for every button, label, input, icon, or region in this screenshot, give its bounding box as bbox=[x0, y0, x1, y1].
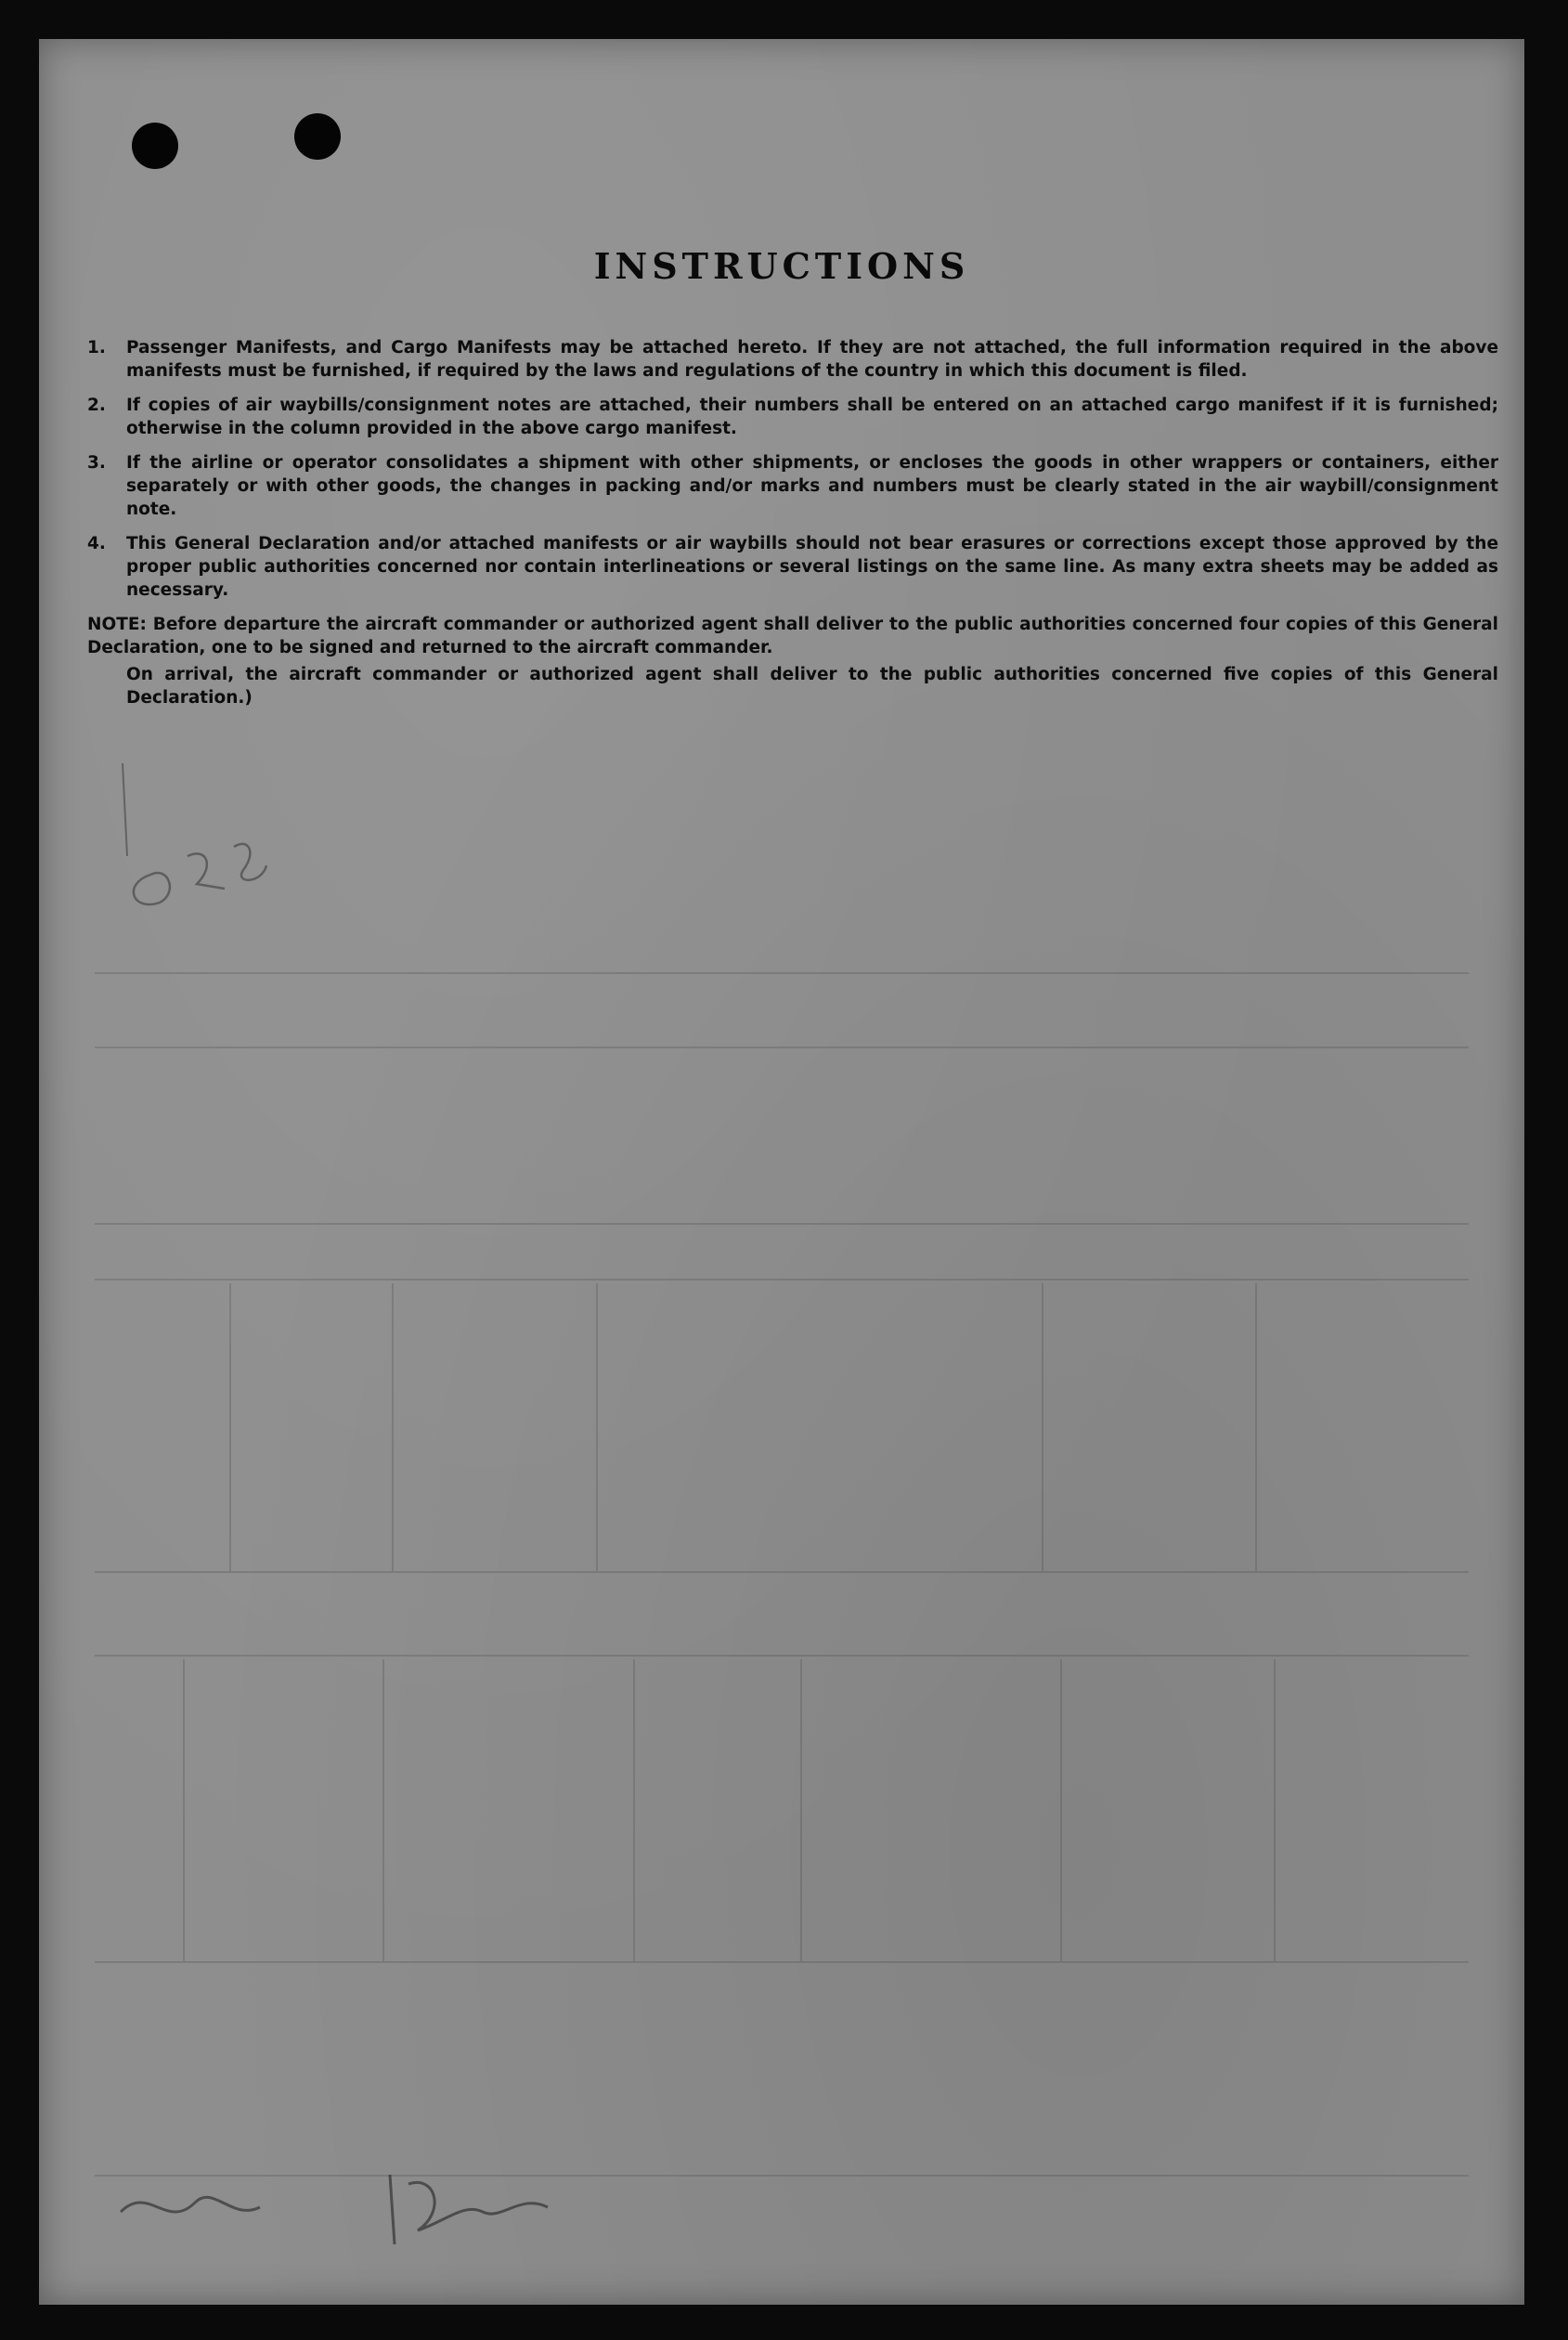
instruction-number: 2. bbox=[87, 396, 106, 415]
bleed-through-rule bbox=[95, 1279, 1469, 1280]
bleed-through-column bbox=[596, 1283, 598, 1571]
bleed-through-column bbox=[1274, 1659, 1276, 1961]
bleed-through-column bbox=[229, 1283, 231, 1571]
bleed-through-column bbox=[392, 1283, 394, 1571]
instruction-text: If the airline or operator consolidates a shipment with other shipments, or encloses the goods in other wrappers or containers, either separately or with other goods, the changes in packing and/or marks and numbers must be clearly stated in the air waybill/consignment note. bbox=[126, 453, 1498, 519]
instruction-number: 3. bbox=[87, 453, 106, 473]
bleed-through-column bbox=[1060, 1659, 1062, 1961]
note-text: Before departure the aircraft commander or authorized agent shall deliver to the public authorities concerned four copies of this General Declaration, one to be signed and returned to the aircraft commander. bbox=[87, 615, 1498, 657]
bleed-through-column bbox=[183, 1659, 185, 1961]
instruction-item bbox=[87, 532, 1498, 602]
punch-hole-center bbox=[294, 113, 341, 160]
note-block bbox=[87, 613, 1498, 659]
instruction-item bbox=[87, 394, 1498, 440]
bleed-through-column bbox=[1042, 1283, 1043, 1571]
bleed-through-rule bbox=[95, 1571, 1469, 1573]
pencil-scribble-icon bbox=[85, 745, 290, 949]
signature-icon bbox=[111, 2156, 594, 2258]
note-label: NOTE: bbox=[87, 615, 147, 634]
note-arrival: On arrival, the aircraft commander or authorized agent shall deliver to the public authorities concerned five copies of this General Declaration.) bbox=[126, 665, 1498, 708]
bleed-through-column bbox=[800, 1659, 802, 1961]
bleed-through-rule bbox=[95, 1046, 1469, 1048]
punch-hole-left bbox=[132, 123, 178, 169]
bleed-through-column bbox=[1255, 1283, 1257, 1571]
instruction-item bbox=[87, 451, 1498, 521]
document-page bbox=[39, 39, 1524, 2305]
instruction-number: 1. bbox=[87, 338, 106, 358]
bleed-through-column bbox=[633, 1659, 635, 1961]
instruction-text: Passenger Manifests, and Cargo Manifests may be attached hereto. If they are not attached, the full information required in the above manifests must be furnished, if required by the laws and regulations of the country in which this document is filed. bbox=[126, 338, 1498, 381]
bleed-through-rule bbox=[95, 972, 1469, 974]
instructions-list bbox=[87, 336, 1498, 709]
bleed-through-rule bbox=[95, 1961, 1469, 1963]
bleed-through-rule bbox=[95, 1655, 1469, 1657]
bleed-through-rule bbox=[95, 1223, 1469, 1225]
instruction-number: 4. bbox=[87, 534, 106, 553]
instruction-item bbox=[87, 336, 1498, 383]
instruction-text: If copies of air waybills/consignment notes are attached, their numbers shall be entered on an attached cargo manifest if it is furnished; otherwise in the column provided in the above cargo manifest. bbox=[126, 396, 1498, 438]
bleed-through-column bbox=[382, 1659, 384, 1961]
instruction-text: This General Declaration and/or attached manifests or air waybills should not bear erasures or corrections except those approved by the proper public authorities concerned nor contain interlineations or several listings on the same line. As many extra sheets may be added as necessary. bbox=[126, 534, 1498, 600]
page-title: INSTRUCTIONS bbox=[593, 245, 970, 287]
